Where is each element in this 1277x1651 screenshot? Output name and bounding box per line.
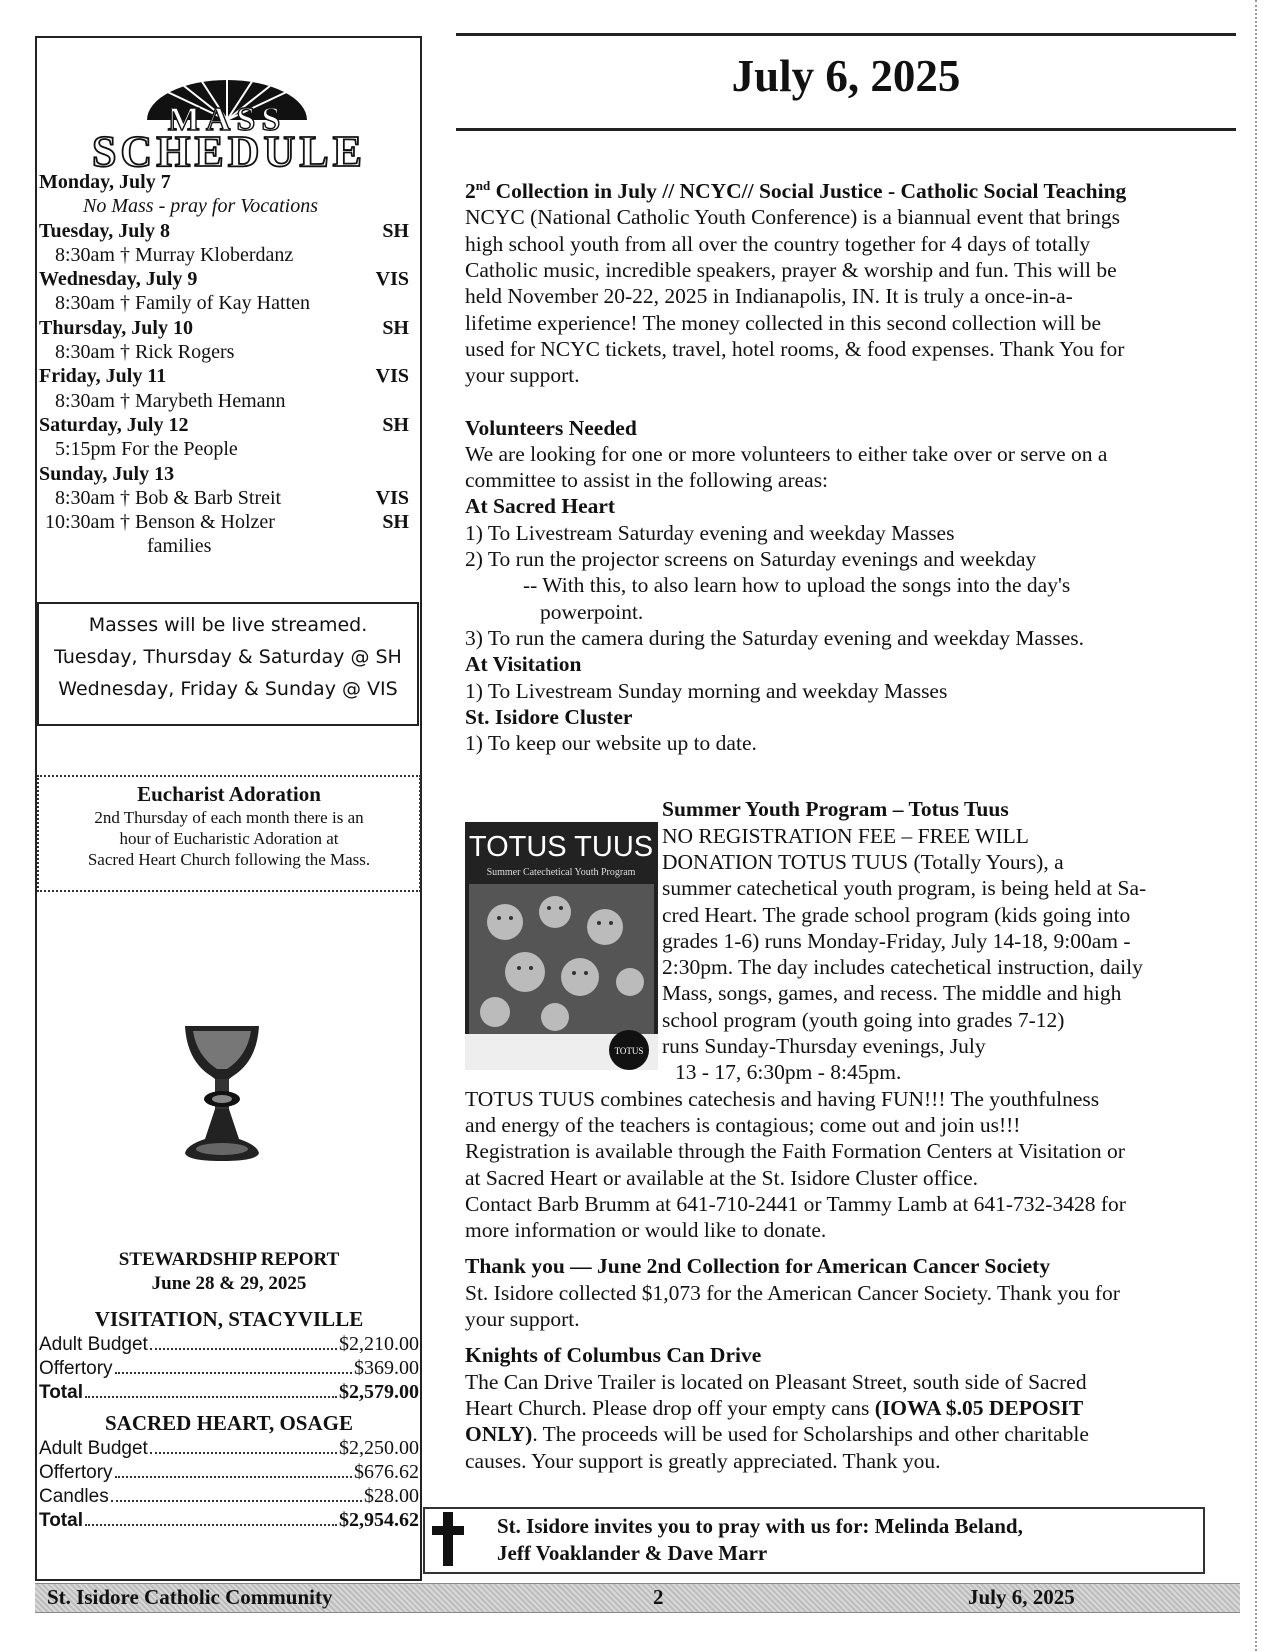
prayer-line: Jeff Voaklander & Dave Marr [497, 1541, 768, 1565]
footer-community: St. Isidore Catholic Community [47, 1585, 333, 1609]
ncyc-heading: 2nd Collection in July // NCYC// Social Justice - Catholic Social Teaching [465, 178, 1127, 204]
adoration-line: 2nd Thursday of each month there is an [94, 808, 364, 827]
image-subtitle: Summer Catechetical Youth Program [486, 867, 636, 879]
livestream-line: Tuesday, Thursday & Saturday @ SH [54, 646, 402, 668]
adoration-line: hour of Eucharistic Adoration at [119, 829, 339, 848]
stewardship-row: Offertory $676.62 [39, 1461, 419, 1483]
livestream-box [37, 602, 419, 726]
day-wednesday: Wednesday, July 9 VIS [39, 268, 409, 291]
adoration-line: Sacred Heart Church following the Mass. [87, 850, 371, 869]
cross-icon [430, 1510, 466, 1568]
day-thursday: Thursday, July 10 SH [39, 316, 409, 339]
footer-date: July 6, 2025 [968, 1585, 1075, 1609]
stewardship-total: Total $2,954.62 [39, 1509, 419, 1531]
volunteers-line: We are looking for one or more volunteers to either take over or serve on a [465, 441, 1108, 466]
cluster-heading: St. Isidore Cluster [465, 704, 633, 729]
ncyc-line: your support. [465, 363, 580, 388]
kofc-heading: Knights of Columbus Can Drive [465, 1343, 762, 1368]
stewardship-total: Total $2,579.00 [39, 1381, 419, 1403]
main-content [465, 173, 1245, 1474]
cancer-line: St. Isidore collected $1,073 for the American Cancer Society. Thank you for [465, 1280, 1120, 1305]
totus-tuus-image [465, 822, 658, 1070]
ncyc-line: Catholic music, incredible speakers, prayer & worship and fun. This will be [465, 258, 1117, 283]
mass-entry: 10:30am † Benson & Holzer SH [45, 511, 409, 534]
stewardship-row: Candles $28.00 [39, 1485, 419, 1507]
page-footer [35, 1583, 1240, 1613]
mass-entry: 8:30am † Bob & Barb Streit VIS [55, 486, 409, 509]
youth-heading: Summer Youth Program – Totus Tuus [662, 797, 1009, 822]
stewardship-row: Adult Budget $2,210.00 [39, 1333, 419, 1355]
mass-schedule-logo [39, 60, 422, 168]
left-column [35, 36, 422, 1581]
ncyc-line: held November 20-22, 2025 in Indianapolis, IN. It is truly a once-in-a- [465, 284, 1073, 309]
prayer-line: St. Isidore invites you to pray with us for: Melinda Beland, [497, 1514, 1023, 1538]
volunteers-line: committee to assist in the following areas: [465, 468, 829, 493]
youth-line: 2:30pm. The day includes catechetical instruction, daily [662, 955, 1143, 980]
logo-line2: SCHEDULE [91, 127, 367, 168]
visitation-heading: At Visitation [465, 652, 582, 677]
kofc-line: causes. Your support is greatly appreciated. Thank you. [465, 1448, 941, 1473]
title-rule [456, 128, 1236, 131]
chalice-icon [177, 1021, 267, 1166]
day-tuesday: Tuesday, July 8 SH [39, 219, 409, 242]
mass-schedule-list [39, 170, 409, 559]
ncyc-line: lifetime experience! The money collected in this second collection will be [465, 310, 1102, 335]
volunteers-line: -- With this, to also learn how to upload the songs into the day's [523, 573, 1071, 598]
location-tag: VIS [375, 486, 409, 509]
youth-program-section [465, 796, 1245, 1243]
day-friday: Friday, July 11 VIS [39, 365, 409, 388]
ncyc-line: NCYC (National Catholic Youth Conference) is a biannual event that brings [465, 205, 1121, 230]
location-tag: SH [382, 511, 409, 534]
image-title: TOTUS TUUS [468, 831, 654, 864]
adoration-box [37, 775, 421, 892]
mass-entry: No Mass - pray for Vocations [83, 195, 318, 218]
prayer-request [497, 1513, 1023, 1567]
cancer-line: your support. [465, 1307, 580, 1332]
adoration-title: Eucharist Adoration [137, 782, 321, 806]
location-tag: SH [382, 316, 409, 339]
visitation-title: VISITATION, STACYVILLE [94, 1307, 364, 1331]
mass-entry: 5:15pm For the People [55, 438, 238, 461]
day-saturday: Saturday, July 12 SH [39, 413, 409, 436]
youth-line: NO REGISTRATION FEE – FREE WILL [662, 823, 1029, 848]
youth-line: Mass, songs, games, and recess. The middle and high [662, 981, 1122, 1006]
youth-line: DONATION TOTUS TUUS (Totally Yours), a [662, 849, 1064, 874]
location-tag: SH [382, 413, 409, 436]
volunteers-line: 1) To keep our website up to date. [465, 731, 757, 756]
kofc-line: Heart Church. Please drop off your empty cans (IOWA $.05 DEPOSIT [465, 1395, 1084, 1420]
page-edge [1255, 0, 1259, 1651]
page-number: 2 [653, 1585, 664, 1609]
sacred-heart-title: SACRED HEART, OSAGE [104, 1411, 353, 1435]
mass-entry: 8:30am † Marybeth Hemann [55, 389, 286, 412]
location-tag: VIS [375, 268, 409, 291]
livestream-line: Wednesday, Friday & Sunday @ VIS [58, 678, 398, 700]
volunteers-line: 3) To run the camera during the Saturday evening and weekday Masses. [465, 625, 1085, 650]
youth-line: 13 - 17, 6:30pm - 8:45pm. [675, 1060, 902, 1085]
kofc-line: The Can Drive Trailer is located on Pleasant Street, south side of Sacred [465, 1369, 1087, 1394]
stewardship-report [39, 1248, 419, 1532]
top-rule [456, 33, 1236, 36]
youth-line: more information or would like to donate. [465, 1218, 827, 1243]
youth-line: school program (youth going into grades 7-12) [662, 1007, 1065, 1032]
bulletin-date: July 6, 2025 [731, 51, 961, 101]
stewardship-row: Offertory $369.00 [39, 1357, 419, 1379]
stewardship-row: Adult Budget $2,250.00 [39, 1437, 419, 1459]
mass-entry: 8:30am † Murray Kloberdanz [55, 243, 294, 266]
mass-entry: 8:30am † Rick Rogers [55, 341, 235, 364]
volunteers-line: 2) To run the projector screens on Saturday evenings and weekday [465, 547, 1037, 572]
location-tag: VIS [375, 365, 409, 388]
logo-line1: MASS [167, 101, 287, 138]
mass-entry: 8:30am † Family of Kay Hatten [55, 292, 310, 315]
day-monday: Monday, July 7 [39, 171, 171, 193]
youth-line: runs Sunday-Thursday evenings, July [662, 1034, 986, 1059]
mass-entry-cont: families [147, 535, 212, 558]
youth-line: Contact Barb Brumm at 641-710-2441 or Tammy Lamb at 641-732-3428 for [465, 1191, 1126, 1216]
cancer-heading: Thank you — June 2nd Collection for American Cancer Society [465, 1254, 1051, 1279]
volunteers-line: 1) To Livestream Sunday morning and weekday Masses [465, 678, 948, 703]
volunteers-line: 1) To Livestream Saturday evening and weekday Masses [465, 520, 955, 545]
stewardship-dates: June 28 & 29, 2025 [151, 1273, 307, 1294]
youth-line: grades 1-6) runs Monday-Friday, July 14-18, 9:00am - [662, 928, 1131, 953]
volunteers-heading: Volunteers Needed [465, 415, 637, 440]
youth-line: cred Heart. The grade school program (kids going into [662, 902, 1131, 927]
youth-line: Registration is available through the Faith Formation Centers at Visitation or [465, 1139, 1125, 1164]
sacred-heart-heading: At Sacred Heart [465, 494, 616, 519]
svg-text:TOTUS: TOTUS [614, 1046, 644, 1057]
location-tag: SH [382, 219, 409, 242]
volunteers-line: powerpoint. [540, 599, 644, 624]
kofc-line: ONLY). The proceeds will be used for Scholarships and other charitable [465, 1422, 1089, 1447]
youth-line: and energy of the teachers is contagious; come out and join us!!! [465, 1112, 1021, 1137]
youth-line: summer catechetical youth program, is being held at Sa- [662, 876, 1147, 901]
day-sunday: Sunday, July 13 [39, 462, 175, 485]
ncyc-line: used for NCYC tickets, travel, hotel rooms, & food expenses. Thank You for [465, 336, 1125, 361]
ncyc-line: high school youth from all over the country together for 4 days of totally [465, 231, 1091, 256]
youth-line: at Sacred Heart or available at the St. Isidore Cluster office. [465, 1165, 979, 1190]
livestream-line: Masses will be live streamed. [88, 614, 368, 636]
stewardship-title: STEWARDSHIP REPORT [118, 1249, 340, 1270]
youth-line: TOTUS TUUS combines catechesis and having FUN!!! The youthfulness [465, 1086, 1100, 1111]
